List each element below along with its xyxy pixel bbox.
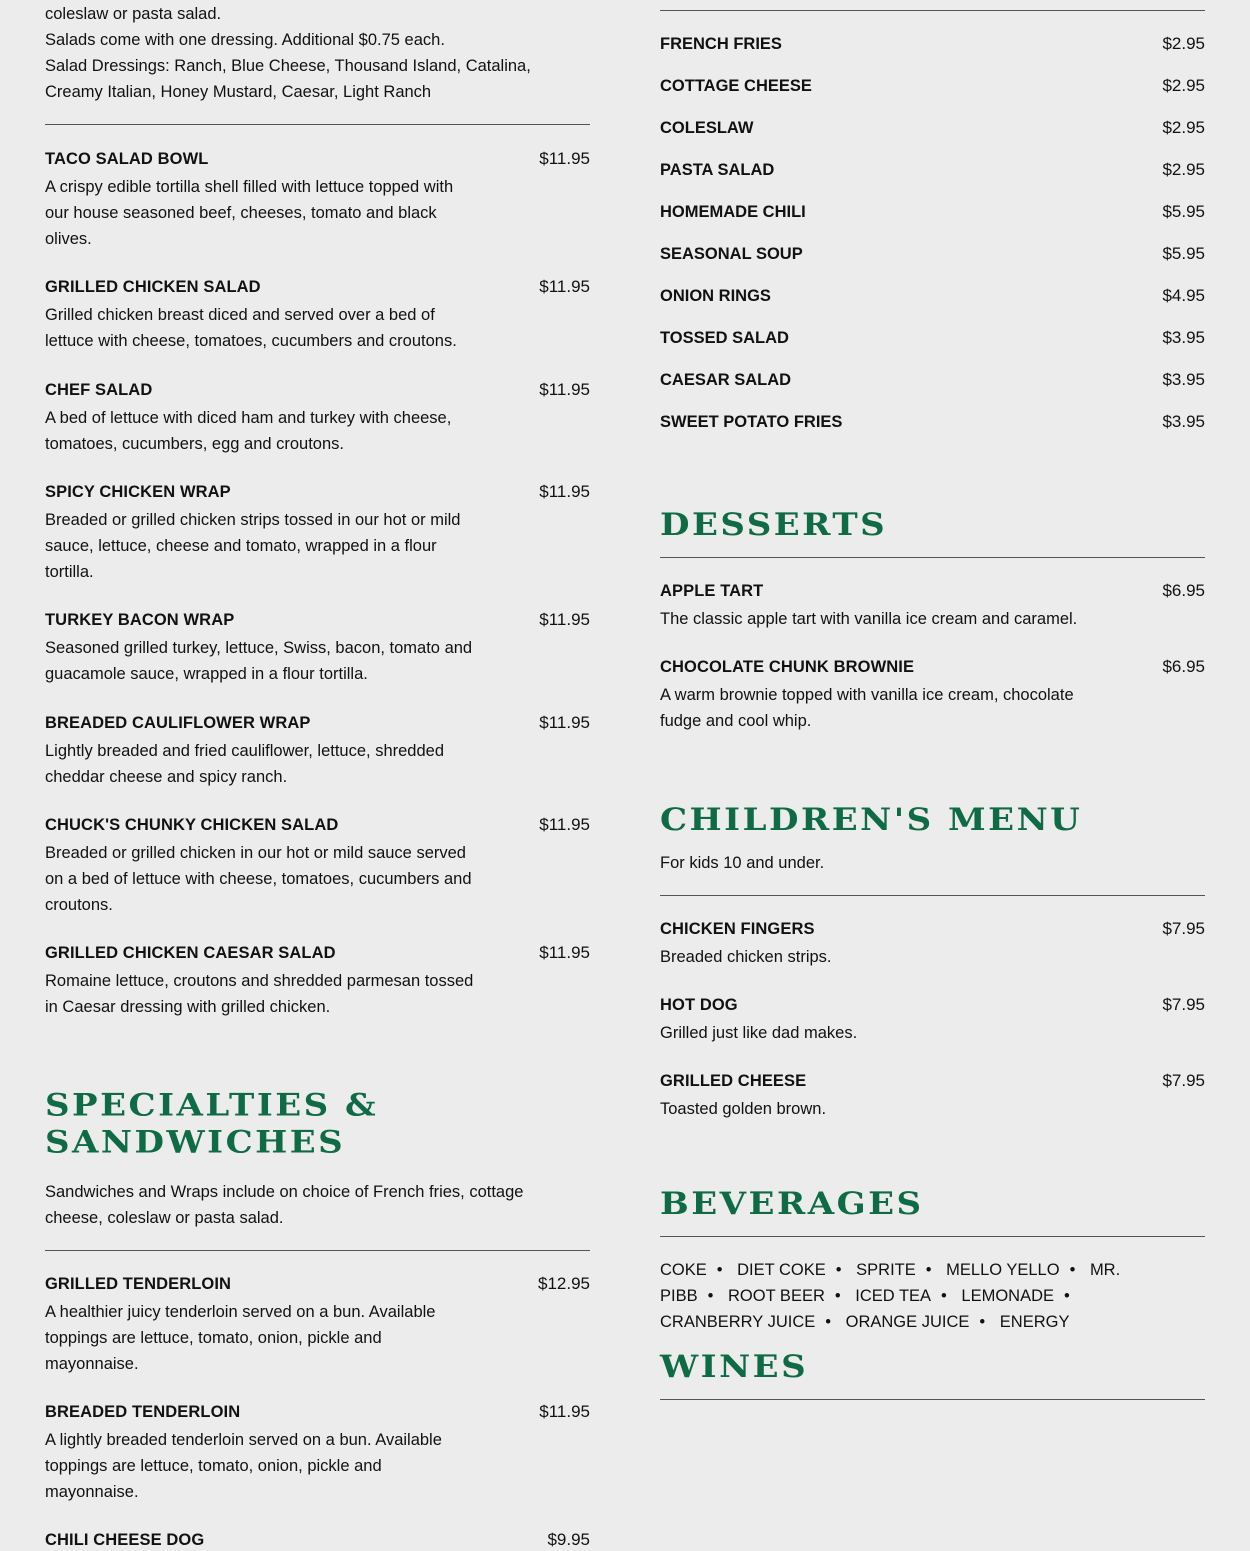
item-price: $11.95 <box>539 610 590 629</box>
item-name: HOMEMADE CHILI <box>660 203 806 221</box>
childrens-intro: For kids 10 and under. <box>660 854 825 872</box>
item-description: Breaded or grilled chicken in our hot or mild sauce served on a bed of lettuce with cheese, tomatoes, cucumbers and croutons. <box>45 844 472 914</box>
item-price: $2.95 <box>1162 118 1205 137</box>
item-description: Breaded chicken strips. <box>660 948 832 966</box>
item-price: $5.95 <box>1162 244 1205 263</box>
item-price: $6.95 <box>1162 657 1205 676</box>
bullet-separator: • <box>979 1313 986 1331</box>
item-price: $12.95 <box>538 1274 590 1293</box>
item-name: BREADED TENDERLOIN <box>45 1403 241 1421</box>
menu-item <box>660 1070 1205 1122</box>
item-price: $2.95 <box>1162 160 1205 179</box>
beverage-item: LEMONADE <box>961 1287 1055 1305</box>
bullet-separator: • <box>716 1261 723 1279</box>
item-name: TURKEY BACON WRAP <box>45 611 235 629</box>
item-name: BREADED CAULIFLOWER WRAP <box>45 714 311 732</box>
side-item <box>660 75 1205 117</box>
item-name: GRILLED CHEESE <box>660 1072 807 1090</box>
item-name: CHOCOLATE CHUNK BROWNIE <box>660 658 915 676</box>
section-divider <box>45 124 590 125</box>
section-title-beverages: BEVERAGES <box>660 1185 924 1223</box>
beverage-item: ICED TEA <box>855 1287 932 1305</box>
salads-intro <box>45 1 590 105</box>
item-price: $7.95 <box>1162 919 1205 938</box>
menu-item <box>45 814 590 918</box>
item-name: CHICKEN FINGERS <box>660 920 815 938</box>
item-price: $5.95 <box>1162 202 1205 221</box>
item-name: TACO SALAD BOWL <box>45 150 209 168</box>
item-price: $3.95 <box>1162 370 1205 389</box>
item-description: Lightly breaded and fried cauliflower, lettuce, shredded cheddar cheese and spicy ranch. <box>45 742 445 786</box>
item-name: GRILLED CHICKEN CAESAR SALAD <box>45 944 336 962</box>
section-divider <box>660 1399 1205 1400</box>
section-divider <box>660 895 1205 896</box>
item-description: Grilled chicken breast diced and served over a bed of lettuce with cheese, tomatoes, cucumbers and croutons. <box>45 306 457 350</box>
beverage-item: SPRITE <box>856 1261 916 1279</box>
item-name: CHEF SALAD <box>45 381 153 399</box>
side-item <box>660 33 1205 75</box>
bullet-separator: • <box>825 1313 832 1331</box>
sides-list <box>660 33 1205 453</box>
item-name: SWEET POTATO FRIES <box>660 413 843 431</box>
menu-item <box>45 942 590 1020</box>
item-price: $11.95 <box>539 713 590 732</box>
item-price: $9.95 <box>547 1530 590 1549</box>
section-divider <box>660 1236 1205 1237</box>
item-price: $2.95 <box>1162 76 1205 95</box>
specialties-intro: Sandwiches and Wraps include on choice of French fries, cottage cheese, coleslaw or pasta salad. <box>45 1183 524 1227</box>
beverage-item: COKE <box>660 1261 707 1279</box>
menu-item <box>45 276 590 354</box>
menu-item <box>660 580 1205 632</box>
item-description: A lightly breaded tenderloin served on a bun. Available toppings are lettuce, tomato, onion, pickle and mayonnaise. <box>45 1431 442 1501</box>
item-name: TOSSED SALAD <box>660 329 789 347</box>
menu-item <box>45 609 590 687</box>
item-description: A bed of lettuce with diced ham and turkey with cheese, tomatoes, cucumbers, egg and croutons. <box>45 409 452 453</box>
item-price: $4.95 <box>1162 286 1205 305</box>
menu-item <box>45 148 590 252</box>
item-description: Seasoned grilled turkey, lettuce, Swiss, bacon, tomato and guacamole sauce, wrapped in a flour tortilla. <box>45 639 473 683</box>
section-title-childrens-menu: CHILDREN'S MENU <box>660 801 1083 839</box>
item-price: $11.95 <box>539 943 590 962</box>
item-name: CAESAR SALAD <box>660 371 792 389</box>
side-item <box>660 285 1205 327</box>
menu-item <box>45 379 590 457</box>
beverage-item: MELLO YELLO <box>946 1261 1060 1279</box>
menu-item <box>45 1273 590 1377</box>
item-name: APPLE TART <box>660 582 764 600</box>
menu-item <box>660 918 1205 970</box>
side-item <box>660 117 1205 159</box>
side-item <box>660 201 1205 243</box>
item-price: $11.95 <box>539 380 590 399</box>
item-description: Romaine lettuce, croutons and shredded parmesan tossed in Caesar dressing with grilled chicken. <box>45 972 474 1016</box>
item-name: COTTAGE CHEESE <box>660 77 812 95</box>
beverage-item: DIET COKE <box>737 1261 826 1279</box>
item-price: $2.95 <box>1162 34 1205 53</box>
section-title-specialties: SPECIALTIES & SANDWICHES <box>45 1087 379 1161</box>
beverage-item: CRANBERRY JUICE <box>660 1313 816 1331</box>
beverage-item: ENERGY <box>999 1313 1070 1331</box>
item-name: FRENCH FRIES <box>660 35 782 53</box>
item-name: CHUCK'S CHUNKY CHICKEN SALAD <box>45 816 339 834</box>
menu-item <box>660 994 1205 1046</box>
bullet-separator: • <box>1069 1261 1076 1279</box>
intro-line: Salad Dressings: Ranch, Blue Cheese, Thousand Island, Catalina, Creamy Italian, Honey Mustard, Caesar, Light Ranch <box>45 57 531 101</box>
menu-item <box>45 1529 590 1551</box>
side-item <box>660 243 1205 285</box>
side-item <box>660 327 1205 369</box>
item-price: $3.95 <box>1162 328 1205 347</box>
bullet-separator: • <box>834 1287 841 1305</box>
menu-item <box>45 481 590 585</box>
item-name: SPICY CHICKEN WRAP <box>45 483 231 501</box>
item-price: $7.95 <box>1162 1071 1205 1090</box>
beverage-item: ROOT BEER <box>727 1287 825 1305</box>
item-price: $11.95 <box>539 277 590 296</box>
left-column <box>45 0 590 1551</box>
bullet-separator: • <box>941 1287 947 1305</box>
menu-item <box>45 712 590 790</box>
item-price: $11.95 <box>539 815 590 834</box>
item-price: $7.95 <box>1162 995 1205 1014</box>
section-divider <box>660 10 1205 11</box>
item-name: ONION RINGS <box>660 287 771 305</box>
item-description: A healthier juicy tenderloin served on a bun. Available toppings are lettuce, tomato, onion, pickle and mayonnaise. <box>45 1303 436 1373</box>
bullet-separator: • <box>925 1261 932 1279</box>
side-item <box>660 159 1205 201</box>
item-description: A warm brownie topped with vanilla ice cream, chocolate fudge and cool whip. <box>660 686 1074 730</box>
item-price: $11.95 <box>539 1402 590 1421</box>
section-divider <box>660 557 1205 558</box>
side-item <box>660 369 1205 411</box>
bullet-separator: • <box>707 1287 714 1305</box>
item-price: $11.95 <box>539 149 590 168</box>
item-name: PASTA SALAD <box>660 161 775 179</box>
item-name: GRILLED TENDERLOIN <box>45 1275 232 1293</box>
item-description: A crispy edible tortilla shell filled with lettuce topped with our house seasoned beef, cheeses, tomato and black olives. <box>45 178 454 248</box>
item-price: $3.95 <box>1162 412 1205 431</box>
bullet-separator: • <box>835 1261 842 1279</box>
item-name: HOT DOG <box>660 996 738 1014</box>
menu-item <box>45 1401 590 1505</box>
item-name: CHILI CHEESE DOG <box>45 1531 205 1549</box>
item-description: Grilled just like dad makes. <box>660 1024 858 1042</box>
intro-line: Salads come with one dressing. Additional $0.75 each. <box>45 31 445 49</box>
item-name: GRILLED CHICKEN SALAD <box>45 278 261 296</box>
section-divider <box>45 1250 590 1251</box>
section-title-wines: WINES <box>660 1348 809 1386</box>
intro-line: coleslaw or pasta salad. <box>45 5 222 23</box>
right-column <box>660 0 1205 1400</box>
item-description: The classic apple tart with vanilla ice cream and caramel. <box>660 610 1078 628</box>
side-item <box>660 411 1205 453</box>
item-name: SEASONAL SOUP <box>660 245 803 263</box>
item-price: $6.95 <box>1162 581 1205 600</box>
item-description: Breaded or grilled chicken strips tossed in our hot or mild sauce, lettuce, cheese and tomato, wrapped in a flour tortilla. <box>45 511 461 581</box>
section-title-desserts: DESSERTS <box>660 506 888 544</box>
item-name: COLESLAW <box>660 119 754 137</box>
beverage-item: MR. PIBB <box>660 1261 1121 1305</box>
menu-item <box>660 656 1205 734</box>
beverage-list <box>660 1257 1180 1335</box>
item-description: Toasted golden brown. <box>660 1100 827 1118</box>
item-price: $11.95 <box>539 482 590 501</box>
beverage-item: ORANGE JUICE <box>845 1313 970 1331</box>
bullet-separator: • <box>1064 1287 1070 1305</box>
